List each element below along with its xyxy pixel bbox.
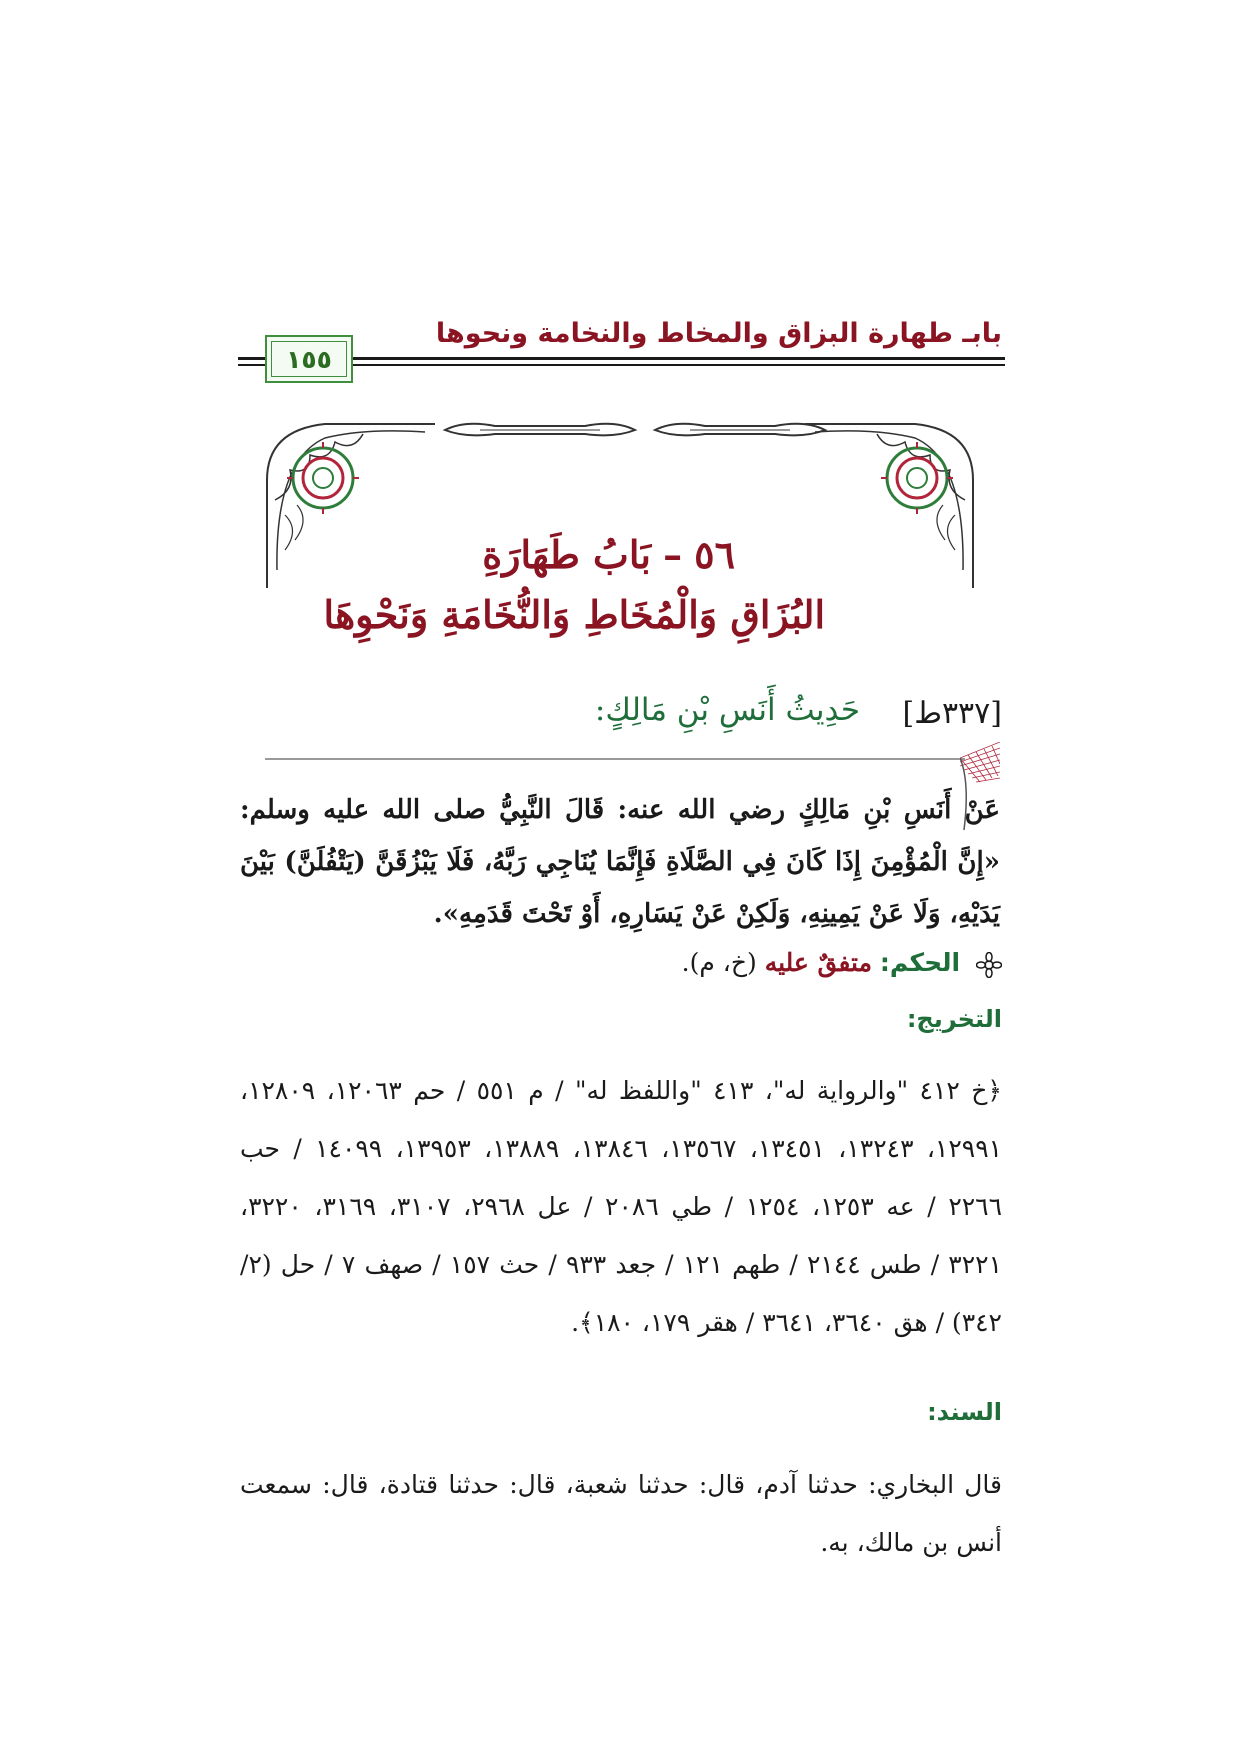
chapter-dash: –: [663, 532, 683, 577]
header-rule-bottom: [353, 364, 1005, 366]
takhrij-text: ﴿خ ٤١٢ "والرواية له"، ٤١٣ "واللفظ له" / م ٥٥١ / حم ١٢٠٦٣، ١٢٨٠٩، ١٢٩٩١، ١٣٢٤٣، ١٣٤٥١، ١٣٥٦٧، ١٣٨٤٦، ١٣٨٨٩، ١٣٩٥٣، ١٤٠٩٩ / حب ٢٢٦٦ / عه ١٢٥٣، ١٢٥٤ / طي ٢٠٨٦ / عل ٢٩٦٨، ٣١٠٧، ٣١٦٩، ٣٢٢٠، ٣٢٢١ / طس ٢١٤٤ / طهم ١٢١ / جعد ٩٣٣ / حث ١٥٧ / صهف ٧ / حل (٢/ ٣٤٢) / هق ٣٦٤٠، ٣٦٤١ / هقر ١٧٩، ١٨٠﴾.: [240, 1076, 1003, 1337]
header-rule-left-top: [238, 357, 265, 360]
hadith-id: [٣٣٧ط]: [902, 696, 1002, 731]
chapter-heading: [482, 532, 735, 577]
ruling-suffix: (خ، م).: [681, 948, 757, 977]
ruling-value: متفقٌ عليه: [764, 948, 872, 977]
hadith-box-rule: [265, 758, 965, 760]
page-number-frame: [265, 335, 353, 383]
ruling-line: [682, 948, 1002, 978]
chapter-number: ٥٦: [694, 532, 735, 577]
header-rule-left-bottom: [238, 364, 265, 366]
sanad-text: قال البخاري: حدثنا آدم، قال: حدثنا شعبة، قال: حدثنا قتادة، قال: سمعت أنس بن مالك، به.: [240, 1470, 1002, 1557]
hadith-title: حَدِيثُ أَنَسِ بْنِ مَالِكٍ:: [594, 692, 860, 728]
sanad-label: السند:: [927, 1398, 1002, 1426]
chapter-title-line1: بَابُ طَهَارَةِ: [482, 532, 651, 577]
ruling-label: الحكم:: [879, 948, 961, 977]
hadith-text: عَنْ أَنَسِ بْنِ مَالِكٍ رضي الله عنه: قَالَ النَّبِيُّ صلى الله عليه وسلم: «إِنَّ الْمُؤْمِنَ إِذَا كَانَ فِي الصَّلَاةِ فَإِنَّمَا يُنَاجِي رَبَّهُ، فَلَا يَبْزُقَنَّ (يَتْفُلَنَّ) بَيْنَ يَدَيْهِ، وَلَا عَنْ يَمِينِهِ، وَلَكِنْ عَنْ يَسَارِهِ، أَوْ تَحْتَ قَدَمِهِ».: [240, 795, 1000, 929]
page-number: ١٥٥: [286, 344, 332, 374]
chapter-title-line2: البُزَاقِ وَالْمُخَاطِ وَالنُّخَامَةِ وَنَحْوِهَا: [323, 592, 825, 637]
takhrij-label: التخريج:: [906, 1005, 1002, 1033]
flower-icon: [976, 952, 1002, 978]
header-rule-top: [353, 357, 1005, 360]
running-header: بابـ طهارة البزاق والمخاط والنخامة ونحوها: [435, 318, 1002, 349]
